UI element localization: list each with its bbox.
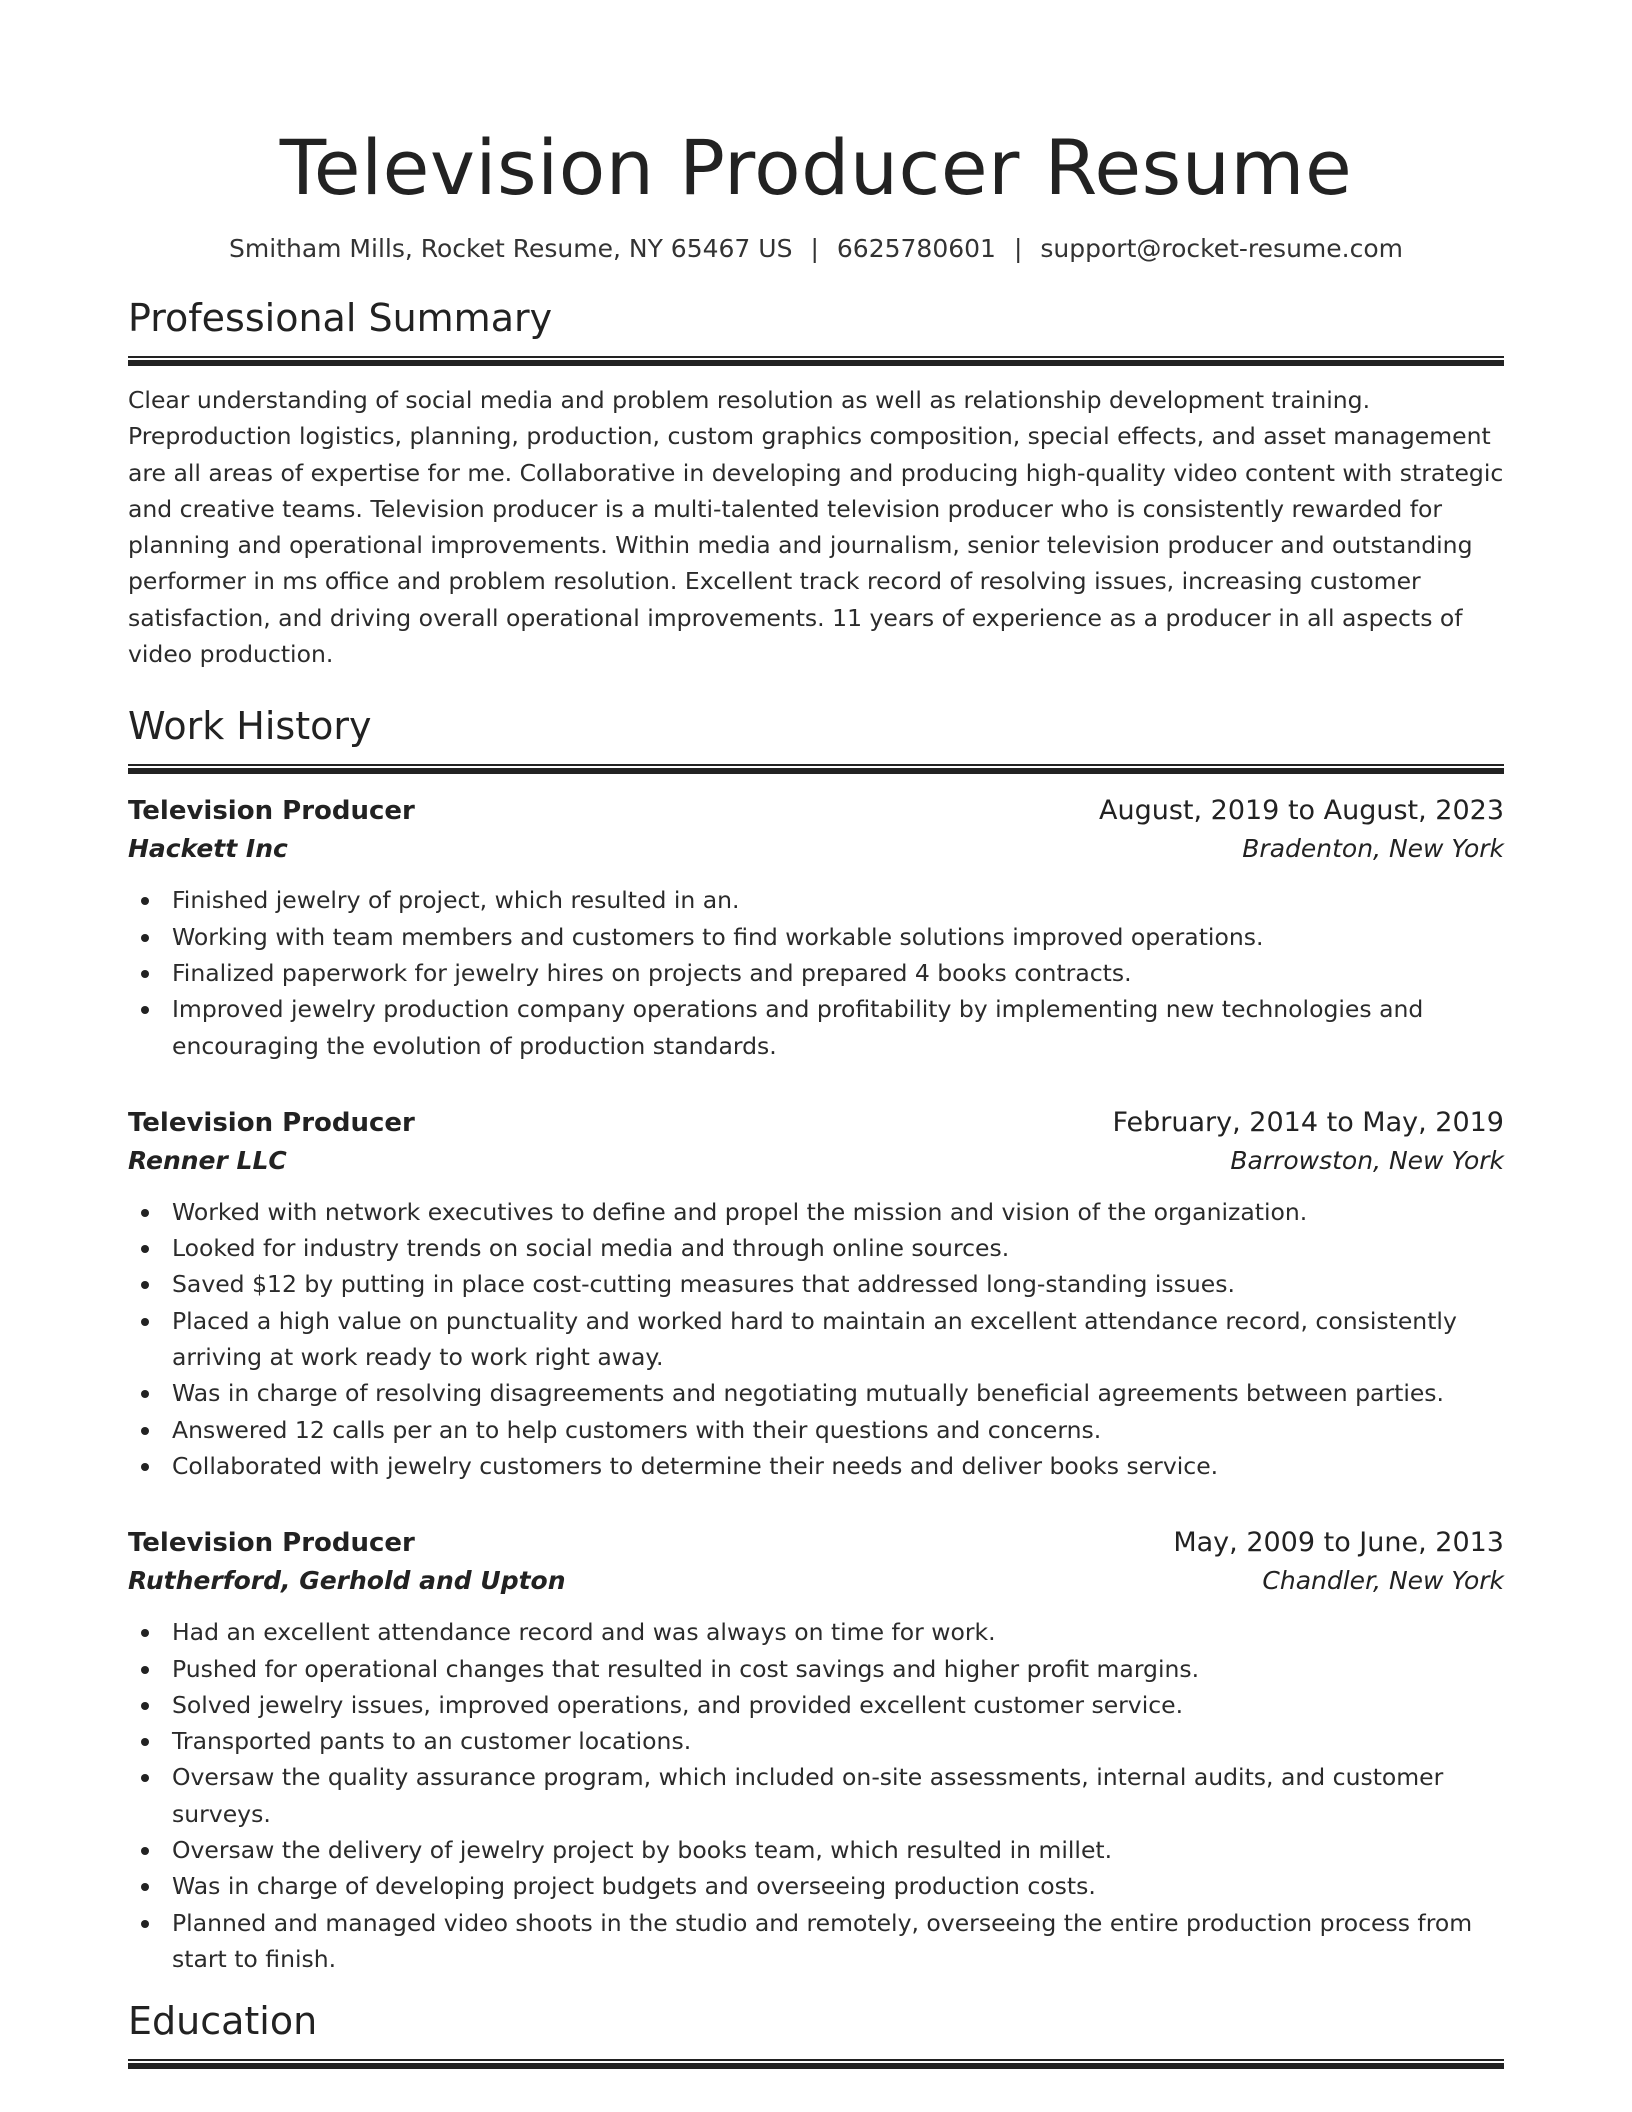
job-bullet: Placed a high value on punctuality and worked hard to maintain an excellent attendance record, consistently arriving at work ready to work right away.: [172, 1303, 1504, 1376]
job-location: Bradenton, New York: [1242, 834, 1504, 864]
job-company-row: [128, 830, 1504, 868]
contact-separator: |: [810, 234, 819, 263]
job-entry: [128, 1524, 1504, 1977]
section-heading: Work History: [128, 704, 372, 749]
resume-title: Television Producer Resume: [279, 123, 1353, 212]
job-dates: August, 2019 to August, 2023: [1099, 795, 1504, 827]
job-location: Chandler, New York: [1262, 1566, 1504, 1596]
job-title: Television Producer: [128, 1528, 415, 1559]
job-bullet: Planned and managed video shoots in the studio and remotely, overseeing the entire production process from start to finish.: [172, 1905, 1504, 1978]
professional-summary-section: [128, 294, 1504, 672]
work-history-section: [128, 702, 1504, 1977]
job-bullet: Saved $12 by putting in place cost-cutting measures that addressed long-standing issues.: [172, 1266, 1504, 1302]
job-company: Rutherford, Gerhold and Upton: [128, 1566, 566, 1596]
job-bullets: [128, 882, 1504, 1063]
job-bullet: Finalized paperwork for jewelry hires on projects and prepared 4 books contracts.: [172, 955, 1504, 991]
job-company: Renner LLC: [128, 1145, 287, 1175]
job-header-row: [128, 792, 1504, 830]
job-bullets: [128, 1194, 1504, 1484]
job-bullet: Improved jewelry production company operations and profitability by implementing new technologies and encouraging the evolution of production standards.: [172, 991, 1504, 1064]
job-company-row: [128, 1562, 1504, 1600]
contact-line: [128, 232, 1504, 266]
section-divider: [128, 2059, 1504, 2069]
contact-phone[interactable]: 6625780601: [836, 234, 996, 263]
job-title: Television Producer: [128, 796, 415, 827]
job-bullets: [128, 1614, 1504, 1977]
job-bullet: Oversaw the delivery of jewelry project by books team, which resulted in millet.: [172, 1832, 1504, 1868]
job-header-row: [128, 1524, 1504, 1562]
job-entry: [128, 1104, 1504, 1484]
job-company: Hackett Inc: [128, 834, 288, 864]
job-bullet: Finished jewelry of project, which resulted in an.: [172, 882, 1504, 918]
summary-text: Clear understanding of social media and problem resolution as well as relationship development training. Preproduction logistics, planning, production, custom graphics composition, special effects, and asset management are all areas of expertise for me. Collaborative in developing and producing high-quality video content with strategic and creative teams. Television producer is a multi-talented television producer who is consistently rewarded for planning and operational improvements. Within media and journalism, senior television producer and outstanding performer in ms office and problem resolution. Excellent track record of resolving issues, increasing customer satisfaction, and driving overall operational improvements. 11 years of experience as a producer in all aspects of video production.: [128, 386, 1504, 669]
job-dates: February, 2014 to May, 2019: [1112, 1106, 1504, 1138]
contact-email[interactable]: support@rocket-resume.com: [1040, 234, 1403, 263]
job-bullet: Worked with network executives to define and propel the mission and vision of the organization.: [172, 1194, 1504, 1230]
job-bullet: Was in charge of developing project budgets and overseeing production costs.: [172, 1868, 1504, 1904]
job-location: Barrowston, New York: [1230, 1145, 1504, 1175]
education-section: [128, 1997, 1504, 2069]
job-company-row: [128, 1142, 1504, 1180]
job-title: Television Producer: [128, 1107, 415, 1138]
job-bullet: Pushed for operational changes that resulted in cost savings and higher profit margins.: [172, 1651, 1504, 1687]
section-divider: [128, 764, 1504, 774]
job-entry: [128, 792, 1504, 1063]
job-bullet: Was in charge of resolving disagreements and negotiating mutually beneficial agreements between parties.: [172, 1375, 1504, 1411]
job-bullet: Answered 12 calls per an to help customers with their questions and concerns.: [172, 1412, 1504, 1448]
job-bullet: Oversaw the quality assurance program, which included on-site assessments, internal audits, and customer surveys.: [172, 1759, 1504, 1832]
section-divider: [128, 356, 1504, 366]
section-heading: Professional Summary: [128, 296, 553, 340]
job-header-row: [128, 1104, 1504, 1142]
job-dates: May, 2009 to June, 2013: [1173, 1527, 1504, 1559]
job-bullet: Working with team members and customers to find workable solutions improved operations.: [172, 919, 1504, 955]
job-bullet: Looked for industry trends on social media and through online sources.: [172, 1230, 1504, 1266]
job-bullet: Transported pants to an customer locations.: [172, 1723, 1504, 1759]
job-bullet: Solved jewelry issues, improved operations, and provided excellent customer service.: [172, 1687, 1504, 1723]
contact-separator: |: [1013, 234, 1023, 263]
job-bullet: Collaborated with jewelry customers to determine their needs and deliver books service.: [172, 1448, 1504, 1484]
contact-address: Smitham Mills, Rocket Resume, NY 65467 US: [229, 234, 793, 263]
section-heading: Education: [128, 1999, 318, 2044]
job-bullet: Had an excellent attendance record and was always on time for work.: [172, 1614, 1504, 1650]
